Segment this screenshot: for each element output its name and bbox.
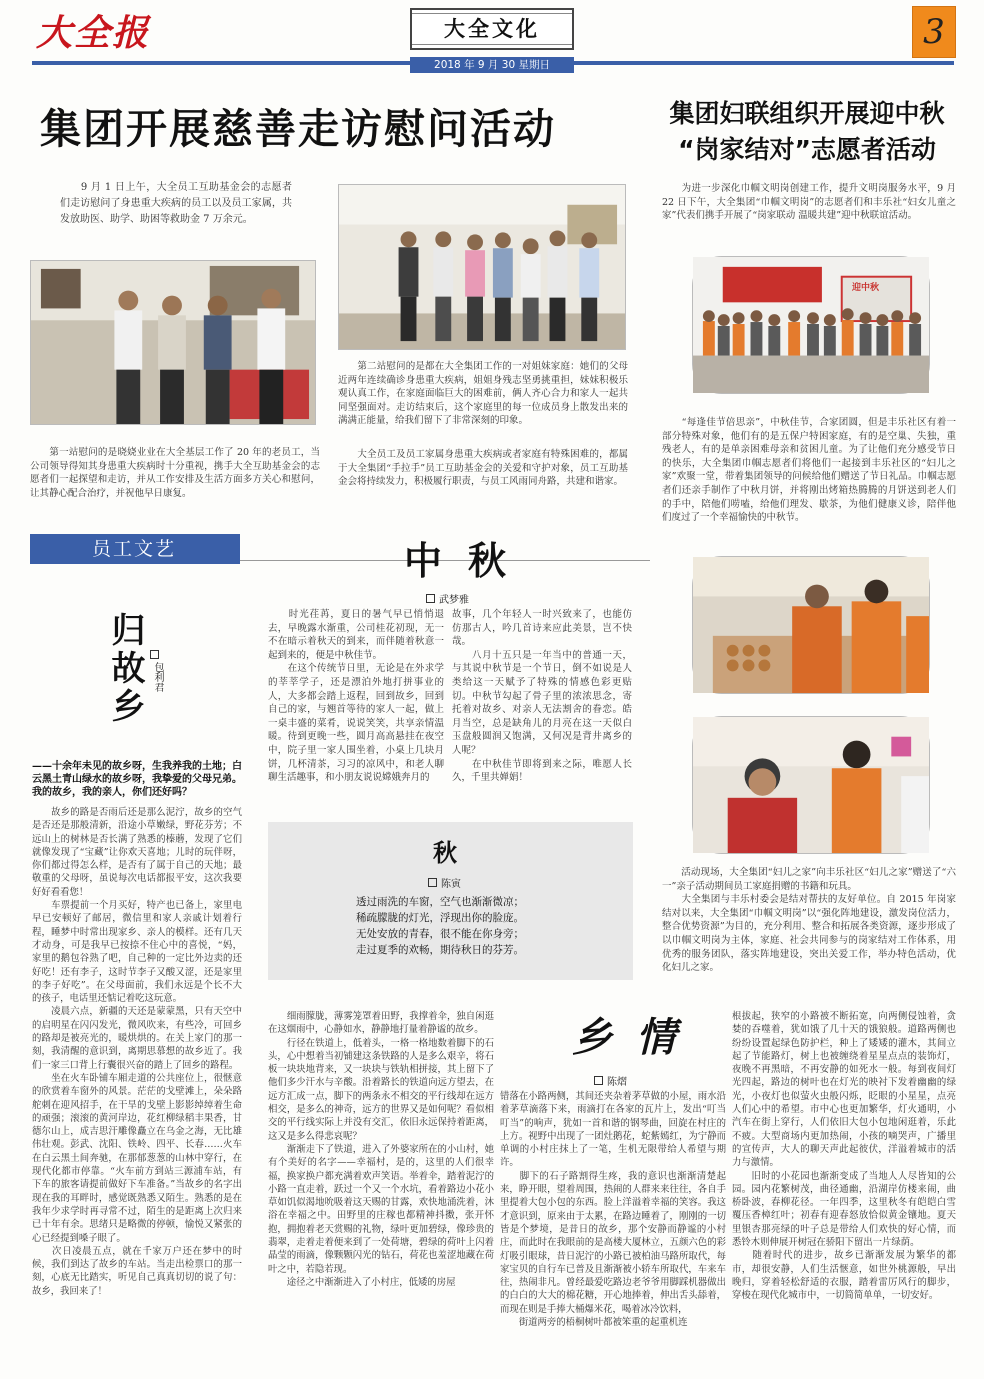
poem-home-title: 归故乡 — [105, 612, 145, 726]
author-marker — [428, 878, 437, 887]
poem-qiu-line: 无处安放的青春，很不能在你身旁； — [356, 928, 524, 940]
photo-mooncake-making — [692, 556, 930, 694]
poem-xiangqing-col2: 错落在小路两侧，其间还夹杂着茅草做的小屋，雨水沿着茅草滴落下来，雨滴打在各家的瓦片上，发出“叮当叮当”的响声，犹如一首和谐的钢琴曲，回旋在村庄的上方。视野中出现了一团灶鹅花，蛇紫嫣红，为宁静而单调的小村庄抹上了一笔，生机无限带给人希望与期许。 脚下的石子路割得生疼，我的意识也渐渐清楚起来，睁开眼，望着周围，热闹的人群来来往往，各自手里提着大包小包的东西。脸上洋溢着幸福的笑容。我这才意识到，原来由于太累，在路边睡着了，刚刚的一切皆是个梦境，是昔日的故乡，那个安静而静谧的小村庄，而此时在我眼前的是高楼大厦林立，五颜六色的彩灯吸引眼球，昔日泥泞的小路已被柏油马路所取代，每家宝贝的自行车已普及且渐渐被小轿车所取代，车来车往，热闹非凡。曾经最爱吃路边老爷爷用脚踩机器做出的白白的大大的棉花糖，开心地捧着，伸出舌头舔着，而现在则是手捧大桶爆米花，喝着冰冷饮料， 街道两旁的梧桐树叶都被笨重的起重机连 — [500, 1091, 726, 1329]
poem-zhongqiu-col2: 故事，几个年轻人一时兴致来了，也能仿仿那古人，吟几首诗来应此美景，岂不快哉。 八月十五只是一年当中的普通一天，与其说中秋节是一个节日，倒不如说是人类给这一天赋予了特殊的情感色彩更贴切。中秋节勾起了骨子里的浓浓思念，寄托着对故乡、对亲人无法割舍的眷恋。皓月当空，总是缺角儿的月亮在这一天似白玉盘般圆润又饱满，又何况是背井离乡的人呢？ 在中秋佳节即将到来之际，唯愿人长久，千里共婵娟！ — [452, 609, 632, 784]
poem-qiu-line: 透过雨洗的车窗，空气也渐渐微凉； — [356, 896, 524, 908]
photo-volunteers-group — [692, 256, 930, 394]
article2-headline-line1: 集团妇联组织开展迎中秋 — [669, 99, 945, 128]
section-label-box — [410, 8, 574, 50]
article2-para1: “每逢佳节倍思亲”，中秋佳节，合家团圆，但是丰乐社区有着一部分特殊对象，他们有的是五保户特困家庭，有的是空巢、失独，重残老人，有的是单亲困难母亲和贫困儿童。为了让他们充分感受节日的快乐，大全集团巾帼志愿者们将他们一起接到丰乐社区的“妇儿之家”欢聚一堂，带着集团领导的问候给他们赠送了节日礼品。巾帼志愿者们还亲手制作了中秋月饼，并将刚出烤箱热腾腾的月饼送到老人们的手中，陪他们唠嗑，给他们理发、歇茶，为他们健康义诊，陪伴他们度过了一个幸福愉快的中秋节。 — [662, 417, 956, 524]
poem-zhongqiu-title: 中秋 — [404, 538, 533, 583]
poem-zhongqiu-byline — [426, 588, 469, 607]
poem-zhongqiu-col1: 时光荏苒，夏日的暑气早已悄悄退去，早晚露水渐重，公司桂花初现，无一不在暗示着秋天的到来，而伴随着秋意一起到来的，便是中秋佳节。 在这个传统节日里，无论是在外求学的莘莘学子，还是漂泊外地打拼事业的人，大多都会踏上返程，回到故乡，回到自己的家，与翘首等待的家人一起，做上一桌丰盛的菜肴，说说笑笑，共享亲情温暖。待到更晚一些，圆月高高悬挂在夜空中，院子里一家人围坐着，小桌上几块月饼，几杯清茶，习习的凉风中，和老人聊聊生活趣事，和小朋友说说嫦娥奔月的 — [268, 609, 444, 784]
section-label: 大全文化 — [444, 17, 540, 41]
poem-zhongqiu-author: 武梦雅 — [439, 595, 469, 606]
section-bar-label: 员工文艺 — [92, 538, 177, 560]
article1-intro: 9 月 1 日上午，大全员工互助基金会的志愿者们走访慰问了身患重大疾病的员工以及员工家属，共发放助医、助学、助困等救助金 7 万余元。 — [60, 182, 292, 225]
poem-xiangqing-byline — [594, 1070, 627, 1089]
poem-qiu-line: 稀疏朦胧的灯光，浮现出你的脸庞。 — [356, 912, 524, 924]
article2-para2: 活动现场，大全集团“妇儿之家”向丰乐社区“妇儿之家”赠送了“六一”亲子活动期间员工家庭捐赠的书籍和玩具。 大全集团与丰乐村委会是结对帮扶的友好单位。自 2015 年岗家结对以来，大全集团“巾帼文明岗”以“强化阵地建设，激发岗位活力，整合优势资源”为目的，充分利用、整合和拓展各类资源，逐步形成了以巾帼文明岗为主体，家庭、社会共同参与的岗家结对工作体系，用优秀的服务团队，落实阵地建设，突出关爱工作，举办特色活动，优化妇儿之家。 — [662, 867, 956, 974]
article2-headline-line2: “岗家结对”志愿者活动 — [678, 135, 936, 164]
photo-haircut — [692, 716, 930, 854]
page-number-box — [912, 6, 956, 58]
logo-text: 大全报 — [36, 12, 151, 54]
page-number: 3 — [923, 12, 945, 52]
poem-qiu-line: 走过夏季的欢畅，期待秋日的芬芳。 — [356, 944, 524, 956]
article1-caption3: 大全员工及员工家属身患重大疾病或者家庭有特殊困难的，都属于大全集团“手拉手”员工互助基金会的关爱和守护对象，员工互助基金会将持续发力，积极履行职责，与员工风雨同舟路，共建和谐家。 — [338, 449, 628, 488]
masthead-logo — [36, 10, 176, 56]
article2-headline — [652, 96, 962, 168]
article2-intro: 为进一步深化巾帼文明岗创建工作，提升文明岗服务水平，9 月 22 日下午，大全集团“巾帼文明岗”的志愿者们和丰乐社“妇女儿童之家”代表们携手开展了“岗家联动 温暖共建”迎中秋联谊活动。 — [662, 183, 960, 222]
poem-home-lede: ——十余年未见的故乡呀，生我养我的土地；白云黑土青山绿水的故乡呀，我挚爱的父母兄弟。我的故乡，我的亲人，你们还好吗？ — [32, 761, 242, 798]
poem-qiu-author: 陈寅 — [441, 879, 461, 890]
author-marker — [426, 594, 435, 603]
poem-xiangqing-col1: 细雨朦胧，薄雾笼罩着田野，我撑着伞，独自闲逛在这烟雨中，心静如水，静静地打量着静谧的故乡。 行径在铁道上，低着头，一格一格地数着脚下的石头，心中想着当初铺建这条铁路的人是多么艰辛，将石板一块块地背来，又一块块与铁轨相拼接，其上留下了他们多少汗水与辛酸。沿着路长的铁道向远方望去，在远方汇成一点，脚下的两条永不相交的平行线却在远方相交，是多么的神奇，远方的世界又是如何呢？看似相交的平行线实际上并没有交汇，依旧永远保持着距离，这又是多么得悲哀呢？ 渐渐走下了铁道，进入了外婆家所在的小山村，她有个美好的名字——幸福村，是的，这里的人们很幸福，换家换户都充满着欢声笑语。举着伞，踏着泥泞的小路一直走着，跃过一个又一个水坑，看着路边小花小草如饥似渴地吮吸着这天赐的甘露，欢快地涌洗着，沐浴在幸福之中。田野里的庄稼也都精神抖擞，张开怀抱，拥抱着老天赏赐的礼物，绿叶更加碧绿，像珍贵的翡翠，走着走着便来到了一处荷塘，碧绿的荷叶上闪着晶莹的雨滴，像颗颗闪光的钻石，荷花也羞涩地藏在荷叶之中，若隐若现。 途径之中渐渐进入了小村庄，低矮的房屋 — [268, 1011, 494, 1288]
banner-text: 迎中秋 — [852, 283, 880, 293]
author-marker — [150, 650, 159, 659]
poem-home-author-box — [150, 650, 164, 692]
poem-qiu-byline — [428, 872, 461, 891]
poem-xiangqing-title: 乡情 — [572, 1014, 700, 1061]
date-bar — [410, 57, 574, 73]
article1-headline: 集团开展慈善走访慰问活动 — [40, 105, 556, 153]
poem-qiu-box — [268, 822, 633, 980]
section-bar — [30, 534, 240, 564]
article1-caption2: 第二站慰问的是都在大全集团工作的一对姐妹家庭：她们的父母近两年连续确诊身患重大疾病，姐姐身残志坚勇挑重担，妹妹积极乐观认真工作，在家庭面临巨大的困难前，俩人齐心合力和家人一起共同坚强面对。走访结束后，这个家庭里的每一位成员身上散发出来的满满正能量，给我们留下了非常深刻的印象。 — [338, 361, 628, 427]
photo-visit-2 — [338, 184, 626, 350]
poem-xiangqing-author: 陈熠 — [607, 1077, 627, 1088]
article1-caption1: 第一站慰问的是晓娆业业在大全基层工作了 20 年的老员工，当公司领导得知其身患重大疾病时十分重视，携手大全互助基金会的志愿者们一起探望和走访，并从工作安排及生活方面多方关心和慰问，让其静心配合治疗，并祝他早日康复。 — [30, 447, 320, 499]
poem-home-body: 故乡的路是否雨后还是那么泥泞，故乡的空气是否还是那般清新，沿途小草嫩绿，野花芬芳；不远山上的树林是否长满了熟悉的榛蘑，发现了它们就像发现了“宝藏”让你欢天喜地；儿时的玩伴呀，你们都过得怎么样，是否有了属于自己的天地；最敬重的父母呀，虽说每次电话都报平安，这次我要好好看看您！ 车票提前一个月买好，特产也已备上，家里电早已安顿好了邮居，微信里和家人亲戚计划着行程，睡梦中时常出现家乡、亲人的模样。还有几天才动身，可是我早已按捺不住心中的喜悦，“妈，家里的鹅包谷熟了吧，自己种的一定比外边卖的还好吃！还有李子，这时节李子又酸又涩，还是家里的李子好吃”。在父母面前，我们永远是个长不大的孩子，电话里还惦记着吃这玩意。 凌晨六点，新疆的天还是蒙蒙黑，只有天空中的启明星在闪闪发光，微风吹来，有些冷，可回乡的路却是被亮光的，暖烘烘的。在关上家门的那一刻，我清醒的意识到，离期思慕想的故乡近了。我们一家三口背上行囊很兴奋的踏上了回乡的路程。 坐在火车卧铺车厢走道的公共座位上，很惬意的欣赏着车窗外的风景。茫茫的戈壁滩上，朵朵路舵刺在迎风招手，在干旱的戈壁上影影绰绰着生命的顽强；滚滚的黄河岸边，花红柳绿稻丰果香，甘德尔山上，成吉思汗雕像矗立在乌金之海，无比雄伟壮观。彭武、沈阳、铁岭、四平、长春……火车在白云黑土间奔驰，在那郁葱葱的山林中穿行，在现代化都市停靠。“火车前方到站三源浦车站，有下车的旅客请提前做好下车准备。”当故乡的名字出现在我的耳畔时，感觉既熟悉又陌生。熟悉的是在我年少求学时再寻常不过，陌生的是距离上次归来已十年有余。思绪只是略微的停顿，愉悦又紧张的心已经提到嗓子眼了。 次日凌晨五点，就在千家万户还在梦中的时候，我们到达了故乡的车站。当走出检票口的那一刻，心底无比踏实，听见自己真真切切的说了句：故乡，我回来了！ — [32, 807, 242, 1297]
author-marker — [594, 1076, 603, 1085]
poem-xiangqing-col3: 根拔起，狭窄的小路被不断拓宽，向两侧侵蚀着，贪婪的吞噬着，犹如饿了几十天的饿狼般。道路两侧也纷纷设置起绿色防护栏，种上了矮矮的灌木，其间立起了节能路灯，树上也被缠绕着星星点点的装饰灯，夜晚不再黑暗，不再安静的如死水一般。每到夜间灯光四起，路边的树叶也在灯光的映衬下发着幽幽的绿光，小夜灯也似萤火虫般闪烁，眨眼的小星星，点亮人们心中的希望。市中心也更加繁华，灯火通明，小汽车在街上穿行，人们依旧大包小包地闲逛着，乐此不疲。大型商场内更加热闹，小孩的嘀哭声，广播里的宣传声，大人的聊天声此起彼伏，洋溢着城市的活力与激情。 旧时的小花园也渐渐变成了当地人人尽皆知的公园。园内花繁树茂，曲径通幽，沿湖岸仿楼来闹，曲桥卧波，春柳花径。一年四季，这里秋冬有皑皑白雪覆压香樟红叶；初春有迎春怒放恰似黄金镶地。夏天里银杏那亮绿的叶子总是带给人们欢快的好心情，而悉铃木则伸展开树冠在骄阳下留出一片绿荫。 随着时代的进步，故乡已渐渐发展为繁华的都市，却很安静，人们生活惬意，如世外桃源般，早出晚归，穿着轻松舒适的衣服，踏着雷厉风行的脚步，穿梭在现代化城市中，一切简简单单，一切安好。 — [732, 1011, 956, 1302]
issue-date: 2018 年 9 月 30 星期日 — [434, 59, 550, 71]
poem-qiu-lines — [356, 894, 616, 958]
poem-home-author: 包利君 — [152, 662, 163, 692]
poem-qiu-title: 秋 — [433, 838, 457, 867]
photo-visit-1 — [30, 260, 316, 425]
